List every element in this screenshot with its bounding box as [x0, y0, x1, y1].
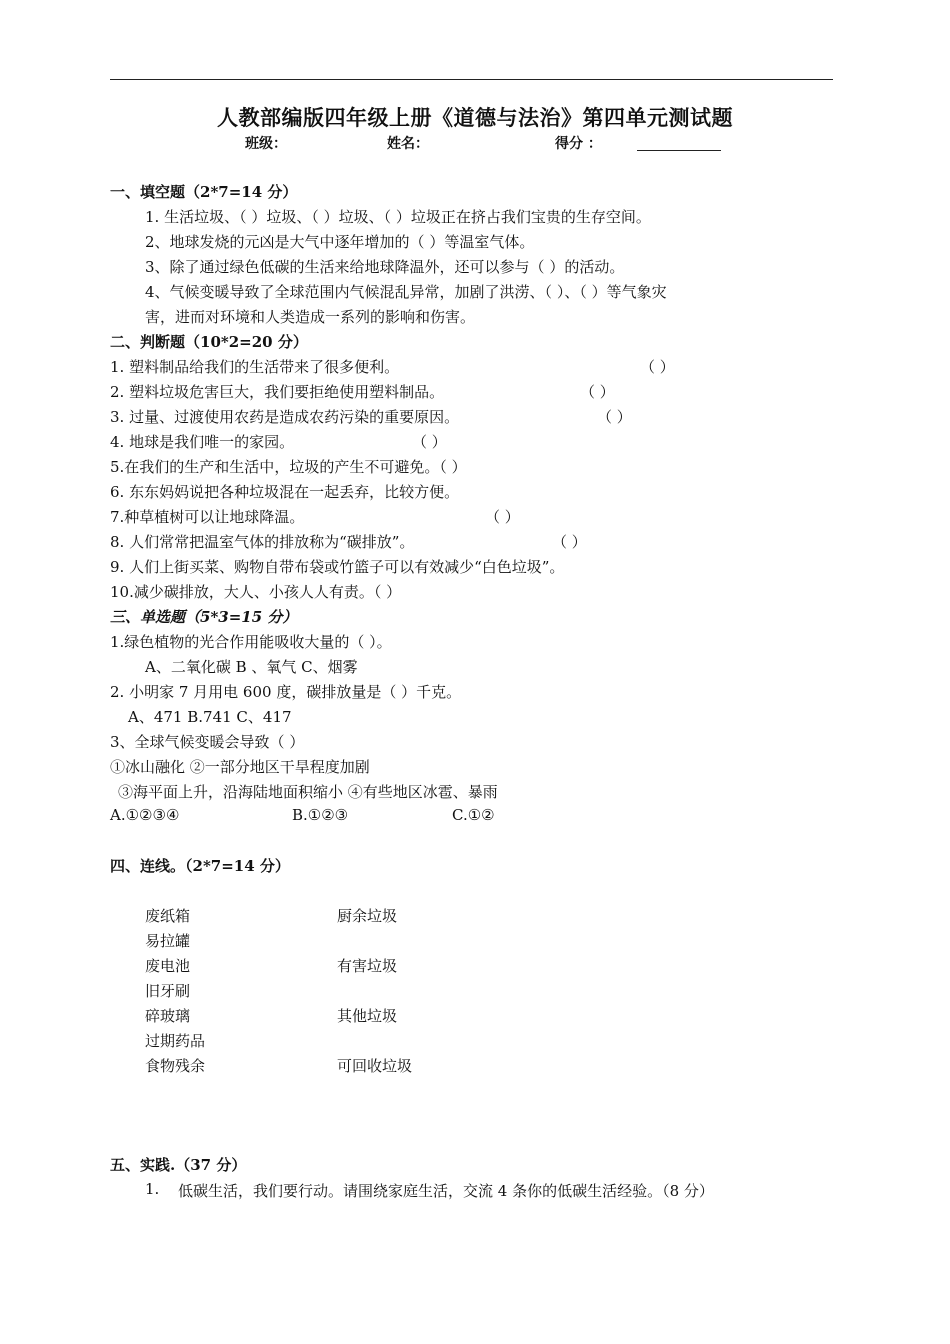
practice-item-number: 1.	[145, 1180, 160, 1198]
section-single-choice-heading: 三、单选题（5*3=15 分）	[110, 608, 298, 626]
section-matching-heading: 四、连线。（2*7=14 分）	[110, 857, 290, 875]
true-false-item-2: 2. 塑料垃圾危害巨大，我们要拒绝使用塑料制品。	[110, 383, 445, 401]
true-false-item-5: 5.在我们的生产和生活中，垃圾的产生不可避免。（ ）	[110, 458, 467, 476]
matching-right-item: 厨余垃圾	[337, 907, 398, 925]
matching-left-item: 食物残余	[145, 1057, 206, 1075]
choice-options-1: A、二氧化碳 B 、氧气 C、烟雾	[145, 658, 358, 676]
answer-bracket: （ ）	[597, 408, 632, 426]
choice-option-b: B.①②③	[292, 806, 349, 824]
practice-item-1: 低碳生活，我们要行动。请围绕家庭生活，交流 4 条你的低碳生活经验。（8 分）	[178, 1182, 714, 1200]
matching-left-item: 旧牙刷	[145, 982, 191, 1000]
answer-bracket: （ ）	[552, 533, 587, 551]
true-false-item-6: 6. 东东妈妈说把各种垃圾混在一起丢弃，比较方便。	[110, 483, 460, 501]
answer-bracket: （ ）	[412, 433, 447, 451]
matching-left-item: 废电池	[145, 957, 191, 975]
answer-bracket: （ ）	[580, 383, 615, 401]
choice-option-c: C.①②	[452, 806, 495, 824]
class-label: 班级：	[245, 136, 287, 152]
fill-blank-item-1: 1. 生活垃圾、（ ）垃圾、（ ）垃圾、（ ）垃圾正在挤占我们宝贵的生存空间。	[145, 208, 651, 226]
true-false-item-8: 8. 人们常常把温室气体的排放称为“碳排放”。	[110, 533, 415, 551]
score-blank-line	[637, 150, 721, 151]
section-true-false-heading: 二、判断题（10*2=20 分）	[110, 333, 308, 351]
choice-options-2: A、471 B.741 C、417	[128, 708, 292, 726]
matching-left-item: 易拉罐	[145, 932, 191, 950]
true-false-item-3: 3. 过量、过渡使用农药是造成农药污染的重要原因。	[110, 408, 460, 426]
matching-right-item: 其他垃圾	[337, 1007, 398, 1025]
matching-left-item: 过期药品	[145, 1032, 206, 1050]
choice-statements-2: ③海平面上升，沿海陆地面积缩小 ④有些地区冰雹、暴雨	[118, 783, 498, 801]
top-rule	[110, 79, 833, 80]
fill-blank-item-4: 4、气候变暖导致了全球范围内气候混乱异常，加剧了洪涝、（ ）、（ ）等气象灾	[145, 283, 667, 301]
choice-statements-1: ①冰山融化 ②一部分地区干旱程度加剧	[110, 758, 370, 776]
score-label: 得分 ：	[555, 136, 602, 152]
matching-right-item: 有害垃圾	[337, 957, 398, 975]
true-false-item-7: 7.种草植树可以让地球降温。	[110, 508, 305, 526]
fill-blank-item-4-cont: 害，进而对环境和人类造成一系列的影响和伤害。	[145, 308, 476, 326]
choice-question-3: 3、全球气候变暖会导致（ ）	[110, 733, 305, 751]
fill-blank-item-2: 2、地球发烧的元凶是大气中逐年增加的（ ）等温室气体。	[145, 233, 535, 251]
choice-question-1: 1.绿色植物的光合作用能吸收大量的（ ）。	[110, 633, 392, 651]
fill-blank-item-3: 3、除了通过绿色低碳的生活来给地球降温外，还可以参与（ ）的活动。	[145, 258, 625, 276]
matching-right-item: 可回收垃圾	[337, 1057, 413, 1075]
page-title: 人教部编版四年级上册《道德与法治》第四单元测试题	[217, 105, 733, 130]
true-false-item-10: 10.减少碳排放，大人、小孩人人有责。（ ）	[110, 583, 402, 601]
choice-question-2: 2. 小明家 7 月用电 600 度，碳排放量是（ ）千克。	[110, 683, 462, 701]
name-label: 姓名：	[387, 136, 429, 152]
answer-bracket: （ ）	[485, 508, 520, 526]
matching-left-item: 碎玻璃	[145, 1007, 191, 1025]
choice-option-a: A.①②③④	[110, 806, 180, 824]
matching-left-item: 废纸箱	[145, 907, 191, 925]
section-practice-heading: 五、实践.（37 分）	[110, 1156, 247, 1174]
true-false-item-9: 9. 人们上街买菜、购物自带布袋或竹篮子可以有效减少“白色垃圾”。	[110, 558, 565, 576]
answer-bracket: （ ）	[640, 358, 675, 376]
true-false-item-4: 4. 地球是我们唯一的家园。	[110, 433, 295, 451]
true-false-item-1: 1. 塑料制品给我们的生活带来了很多便利。	[110, 358, 400, 376]
section-fill-blank-heading: 一、填空题（2*7=14 分）	[110, 183, 298, 201]
